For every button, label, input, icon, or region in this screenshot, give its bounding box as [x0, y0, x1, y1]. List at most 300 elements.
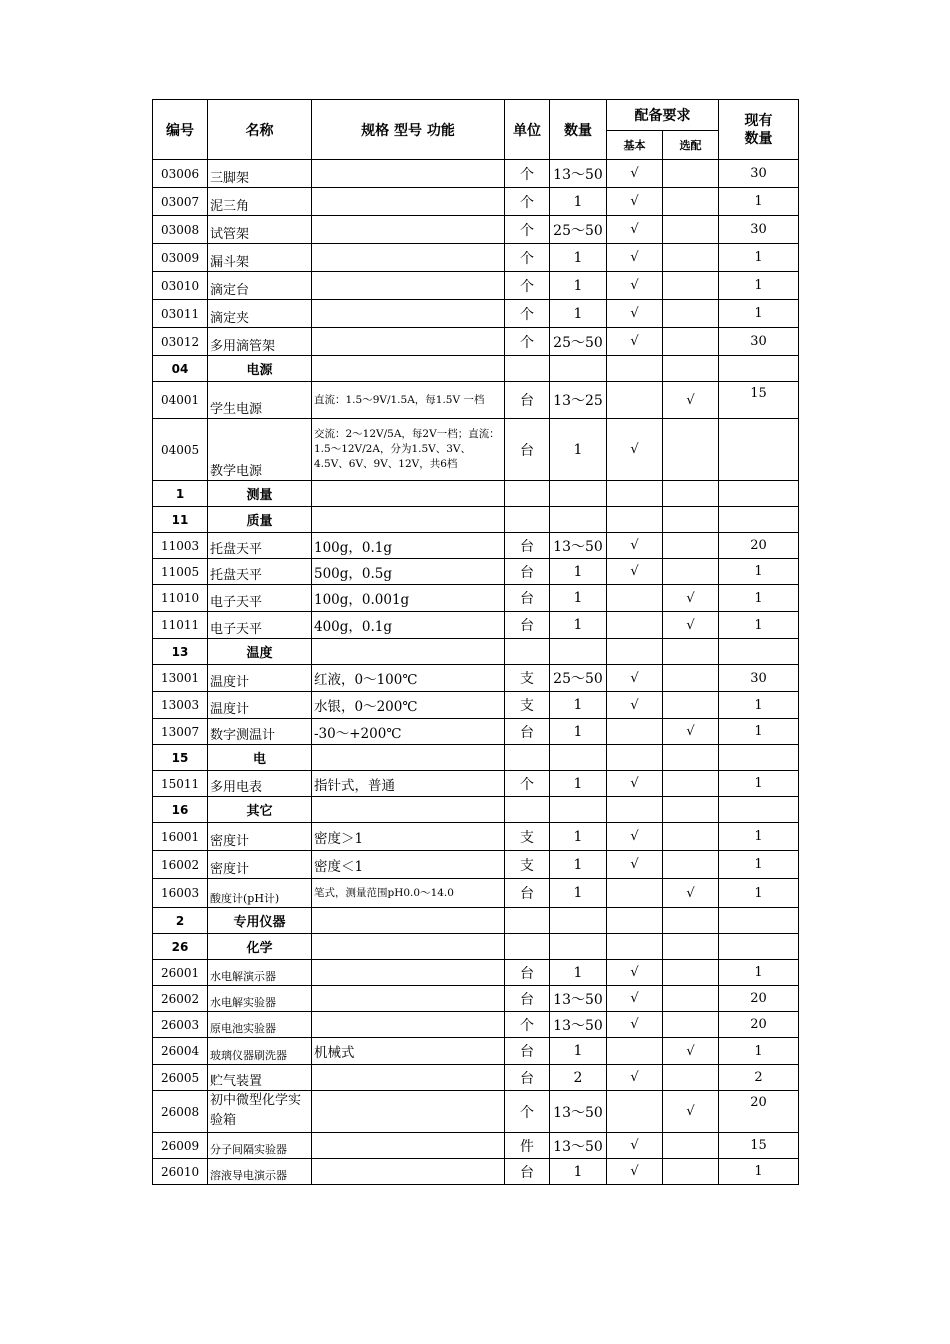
- item-code: 26005: [153, 1065, 208, 1091]
- item-qty: 1: [550, 771, 607, 797]
- item-code: 16002: [153, 851, 208, 879]
- item-unit: 台: [505, 1065, 550, 1091]
- table-row: [153, 1133, 799, 1159]
- table-row: [153, 612, 799, 639]
- header-spec: 规格 型号 功能: [312, 100, 505, 160]
- item-name: 溶液导电演示器: [208, 1159, 312, 1185]
- item-name: 原电池实验器: [208, 1012, 312, 1038]
- item-have: 20: [719, 986, 799, 1012]
- item-spec: [312, 328, 505, 356]
- empty-cell: [312, 934, 505, 960]
- header-basic: 基本: [607, 131, 663, 160]
- item-name: 试管架: [208, 216, 312, 244]
- empty-cell: [663, 481, 719, 507]
- item-spec: [312, 1065, 505, 1091]
- optional-check: [663, 851, 719, 879]
- header-qty: 数量: [550, 100, 607, 160]
- item-qty: 1: [550, 559, 607, 585]
- empty-cell: [312, 797, 505, 823]
- item-qty: 13～50: [550, 1091, 607, 1133]
- empty-cell: [663, 797, 719, 823]
- item-name: 教学电源: [208, 419, 312, 481]
- category-row: [153, 797, 799, 823]
- optional-check: √: [663, 612, 719, 639]
- item-unit: 台: [505, 559, 550, 585]
- empty-cell: [550, 481, 607, 507]
- item-have: 1: [719, 300, 799, 328]
- item-have: [719, 419, 799, 481]
- optional-check: [663, 328, 719, 356]
- table-row: [153, 216, 799, 244]
- optional-check: [663, 823, 719, 851]
- item-unit: 台: [505, 960, 550, 986]
- item-spec: [312, 1159, 505, 1185]
- optional-check: √: [663, 719, 719, 745]
- table-row: [153, 382, 799, 419]
- item-code: 11005: [153, 559, 208, 585]
- basic-check: √: [607, 692, 663, 719]
- category-name: 化学: [208, 934, 312, 960]
- table-row: [153, 559, 799, 585]
- item-spec: 100g，0.001g: [312, 585, 505, 612]
- item-name: 温度计: [208, 692, 312, 719]
- item-have: 1: [719, 585, 799, 612]
- empty-cell: [550, 745, 607, 771]
- item-spec: 密度＜1: [312, 851, 505, 879]
- category-code: 13: [153, 639, 208, 665]
- table-row: [153, 585, 799, 612]
- basic-check: √: [607, 1159, 663, 1185]
- item-name: 三脚架: [208, 160, 312, 188]
- optional-check: √: [663, 1091, 719, 1133]
- item-spec: 水银，0～200℃: [312, 692, 505, 719]
- optional-check: [663, 692, 719, 719]
- empty-cell: [663, 934, 719, 960]
- item-spec: 直流：1.5～9V/1.5A，每1.5V 一档: [312, 382, 505, 419]
- item-have: 1: [719, 272, 799, 300]
- item-qty: 1: [550, 585, 607, 612]
- item-have: 30: [719, 216, 799, 244]
- basic-check: √: [607, 216, 663, 244]
- item-spec: [312, 160, 505, 188]
- item-qty: 1: [550, 1159, 607, 1185]
- item-code: 26004: [153, 1038, 208, 1065]
- item-qty: 1: [550, 272, 607, 300]
- item-spec: 指针式，普通: [312, 771, 505, 797]
- table-row: [153, 1038, 799, 1065]
- item-unit: 台: [505, 1159, 550, 1185]
- item-name: 密度计: [208, 851, 312, 879]
- table-row: [153, 719, 799, 745]
- category-code: 04: [153, 356, 208, 382]
- item-unit: 支: [505, 665, 550, 692]
- basic-check: √: [607, 160, 663, 188]
- item-spec: -30～+200℃: [312, 719, 505, 745]
- item-have: 20: [719, 1012, 799, 1038]
- optional-check: [663, 272, 719, 300]
- item-spec: 机械式: [312, 1038, 505, 1065]
- item-qty: 25～50: [550, 328, 607, 356]
- item-name: 滴定台: [208, 272, 312, 300]
- optional-check: [663, 419, 719, 481]
- item-have: 15: [719, 1133, 799, 1159]
- item-qty: 2: [550, 1065, 607, 1091]
- optional-check: [663, 160, 719, 188]
- item-qty: 1: [550, 1038, 607, 1065]
- item-have: 2: [719, 1065, 799, 1091]
- basic-check: √: [607, 1065, 663, 1091]
- optional-check: √: [663, 879, 719, 908]
- empty-cell: [505, 356, 550, 382]
- item-spec: 100g，0.1g: [312, 533, 505, 559]
- item-name: 水电解演示器: [208, 960, 312, 986]
- header-have: 现有 数量: [719, 100, 799, 160]
- empty-cell: [312, 507, 505, 533]
- category-row: [153, 356, 799, 382]
- item-name: 泥三角: [208, 188, 312, 216]
- empty-cell: [663, 507, 719, 533]
- basic-check: √: [607, 559, 663, 585]
- empty-cell: [607, 934, 663, 960]
- item-name: 漏斗架: [208, 244, 312, 272]
- item-code: 26008: [153, 1091, 208, 1133]
- item-name: 托盘天平: [208, 533, 312, 559]
- item-code: 16003: [153, 879, 208, 908]
- category-name: 专用仪器: [208, 908, 312, 934]
- category-row: [153, 507, 799, 533]
- empty-cell: [312, 356, 505, 382]
- item-qty: 1: [550, 692, 607, 719]
- item-qty: 25～50: [550, 216, 607, 244]
- empty-cell: [607, 507, 663, 533]
- item-unit: 个: [505, 300, 550, 328]
- empty-cell: [719, 908, 799, 934]
- item-spec: 密度＞1: [312, 823, 505, 851]
- table-row: [153, 823, 799, 851]
- basic-check: [607, 382, 663, 419]
- optional-check: [663, 1012, 719, 1038]
- item-have: 1: [719, 960, 799, 986]
- item-have: 1: [719, 559, 799, 585]
- item-spec: [312, 300, 505, 328]
- basic-check: [607, 719, 663, 745]
- item-have: 20: [719, 533, 799, 559]
- item-name: 初中微型化学实验箱: [208, 1091, 312, 1133]
- optional-check: [663, 559, 719, 585]
- item-spec: [312, 986, 505, 1012]
- item-spec: [312, 1133, 505, 1159]
- item-spec: [312, 188, 505, 216]
- basic-check: [607, 1038, 663, 1065]
- item-unit: 台: [505, 719, 550, 745]
- empty-cell: [719, 356, 799, 382]
- item-qty: 1: [550, 188, 607, 216]
- item-qty: 13～50: [550, 160, 607, 188]
- item-have: 1: [719, 692, 799, 719]
- item-name: 多用滴管架: [208, 328, 312, 356]
- empty-cell: [505, 507, 550, 533]
- header-optional: 选配: [663, 131, 719, 160]
- empty-cell: [505, 934, 550, 960]
- item-spec: [312, 1012, 505, 1038]
- item-have: 15: [719, 382, 799, 419]
- empty-cell: [505, 639, 550, 665]
- item-spec: 400g，0.1g: [312, 612, 505, 639]
- item-have: 20: [719, 1091, 799, 1133]
- empty-cell: [663, 908, 719, 934]
- item-name: 酸度计(pH计): [208, 879, 312, 908]
- category-row: [153, 934, 799, 960]
- basic-check: √: [607, 986, 663, 1012]
- item-have: 1: [719, 719, 799, 745]
- item-code: 13001: [153, 665, 208, 692]
- item-unit: 个: [505, 244, 550, 272]
- item-code: 26009: [153, 1133, 208, 1159]
- optional-check: [663, 300, 719, 328]
- item-unit: 台: [505, 1038, 550, 1065]
- category-code: 2: [153, 908, 208, 934]
- table-row: [153, 960, 799, 986]
- item-have: 1: [719, 188, 799, 216]
- basic-check: √: [607, 328, 663, 356]
- basic-check: √: [607, 300, 663, 328]
- optional-check: [663, 986, 719, 1012]
- item-name: 数字测温计: [208, 719, 312, 745]
- item-code: 11010: [153, 585, 208, 612]
- empty-cell: [719, 745, 799, 771]
- item-qty: 1: [550, 419, 607, 481]
- item-unit: 台: [505, 986, 550, 1012]
- category-code: 16: [153, 797, 208, 823]
- item-code: 15011: [153, 771, 208, 797]
- empty-cell: [550, 507, 607, 533]
- empty-cell: [312, 481, 505, 507]
- table-row: [153, 188, 799, 216]
- item-spec: 笔式，测量范围pH0.0～14.0: [312, 879, 505, 908]
- item-have: 1: [719, 823, 799, 851]
- empty-cell: [505, 745, 550, 771]
- table-row: [153, 879, 799, 908]
- empty-cell: [607, 639, 663, 665]
- optional-check: [663, 960, 719, 986]
- empty-cell: [719, 639, 799, 665]
- table-row: [153, 533, 799, 559]
- empty-cell: [663, 745, 719, 771]
- empty-cell: [550, 797, 607, 823]
- item-unit: 个: [505, 328, 550, 356]
- item-qty: 1: [550, 851, 607, 879]
- category-name: 质量: [208, 507, 312, 533]
- item-qty: 25～50: [550, 665, 607, 692]
- table-row: [153, 328, 799, 356]
- item-qty: 1: [550, 300, 607, 328]
- basic-check: √: [607, 272, 663, 300]
- optional-check: √: [663, 585, 719, 612]
- item-code: 26002: [153, 986, 208, 1012]
- basic-check: √: [607, 419, 663, 481]
- equipment-table: [152, 99, 799, 1185]
- optional-check: [663, 216, 719, 244]
- basic-check: √: [607, 533, 663, 559]
- empty-cell: [505, 908, 550, 934]
- category-code: 11: [153, 507, 208, 533]
- empty-cell: [550, 356, 607, 382]
- item-unit: 支: [505, 692, 550, 719]
- table-row: [153, 1012, 799, 1038]
- item-code: 04005: [153, 419, 208, 481]
- item-code: 11011: [153, 612, 208, 639]
- table-body: [153, 160, 799, 1185]
- empty-cell: [550, 934, 607, 960]
- item-have: 1: [719, 1159, 799, 1185]
- empty-cell: [607, 356, 663, 382]
- table-row: [153, 160, 799, 188]
- item-code: 16001: [153, 823, 208, 851]
- item-have: 30: [719, 160, 799, 188]
- item-have: 1: [719, 771, 799, 797]
- item-unit: 个: [505, 1012, 550, 1038]
- item-qty: 1: [550, 612, 607, 639]
- item-spec: 500g，0.5g: [312, 559, 505, 585]
- item-unit: 台: [505, 879, 550, 908]
- item-qty: 1: [550, 879, 607, 908]
- table-row: [153, 300, 799, 328]
- category-row: [153, 481, 799, 507]
- item-name: 电子天平: [208, 612, 312, 639]
- category-name: 测量: [208, 481, 312, 507]
- item-unit: 个: [505, 272, 550, 300]
- item-code: 03008: [153, 216, 208, 244]
- item-unit: 个: [505, 216, 550, 244]
- table-row: [153, 244, 799, 272]
- item-name: 滴定夹: [208, 300, 312, 328]
- basic-check: √: [607, 771, 663, 797]
- item-spec: [312, 216, 505, 244]
- basic-check: √: [607, 1012, 663, 1038]
- basic-check: √: [607, 1133, 663, 1159]
- item-name: 贮气装置: [208, 1065, 312, 1091]
- item-name: 分子间隔实验器: [208, 1133, 312, 1159]
- item-unit: 台: [505, 382, 550, 419]
- basic-check: [607, 1091, 663, 1133]
- table-header: [153, 100, 799, 160]
- table-row: [153, 851, 799, 879]
- header-requirement: 配备要求: [607, 100, 719, 131]
- optional-check: [663, 665, 719, 692]
- optional-check: [663, 771, 719, 797]
- empty-cell: [607, 481, 663, 507]
- item-code: 03011: [153, 300, 208, 328]
- item-name: 托盘天平: [208, 559, 312, 585]
- table-row: [153, 1091, 799, 1133]
- basic-check: [607, 612, 663, 639]
- item-spec: [312, 272, 505, 300]
- item-have: 30: [719, 328, 799, 356]
- category-name: 其它: [208, 797, 312, 823]
- item-unit: 支: [505, 823, 550, 851]
- item-code: 03009: [153, 244, 208, 272]
- header-name: 名称: [208, 100, 312, 160]
- optional-check: [663, 188, 719, 216]
- item-code: 03012: [153, 328, 208, 356]
- optional-check: [663, 1133, 719, 1159]
- basic-check: [607, 585, 663, 612]
- item-spec: 红液，0～100℃: [312, 665, 505, 692]
- empty-cell: [505, 481, 550, 507]
- table-row: [153, 692, 799, 719]
- item-qty: 1: [550, 244, 607, 272]
- empty-cell: [719, 797, 799, 823]
- category-name: 温度: [208, 639, 312, 665]
- item-code: 04001: [153, 382, 208, 419]
- item-unit: 个: [505, 1091, 550, 1133]
- item-qty: 13～50: [550, 1012, 607, 1038]
- category-row: [153, 639, 799, 665]
- optional-check: [663, 533, 719, 559]
- item-unit: 台: [505, 533, 550, 559]
- item-unit: 个: [505, 188, 550, 216]
- empty-cell: [550, 639, 607, 665]
- optional-check: [663, 1159, 719, 1185]
- table-row: [153, 272, 799, 300]
- empty-cell: [312, 745, 505, 771]
- basic-check: [607, 879, 663, 908]
- item-have: 30: [719, 665, 799, 692]
- empty-cell: [607, 797, 663, 823]
- item-qty: 13～50: [550, 533, 607, 559]
- empty-cell: [312, 639, 505, 665]
- item-code: 13007: [153, 719, 208, 745]
- category-row: [153, 908, 799, 934]
- empty-cell: [719, 481, 799, 507]
- item-name: 学生电源: [208, 382, 312, 419]
- basic-check: √: [607, 188, 663, 216]
- category-row: [153, 745, 799, 771]
- item-unit: 支: [505, 851, 550, 879]
- basic-check: √: [607, 823, 663, 851]
- table-row: [153, 665, 799, 692]
- optional-check: [663, 1065, 719, 1091]
- item-code: 03006: [153, 160, 208, 188]
- item-unit: 台: [505, 612, 550, 639]
- optional-check: [663, 244, 719, 272]
- item-code: 13003: [153, 692, 208, 719]
- empty-cell: [719, 507, 799, 533]
- empty-cell: [607, 745, 663, 771]
- category-name: 电源: [208, 356, 312, 382]
- table-row: [153, 1159, 799, 1185]
- item-have: 1: [719, 612, 799, 639]
- table-row: [153, 771, 799, 797]
- item-have: 1: [719, 244, 799, 272]
- table-row: [153, 986, 799, 1012]
- item-unit: 台: [505, 585, 550, 612]
- item-qty: 1: [550, 960, 607, 986]
- empty-cell: [663, 356, 719, 382]
- table-row: [153, 1065, 799, 1091]
- item-code: 11003: [153, 533, 208, 559]
- optional-check: √: [663, 1038, 719, 1065]
- basic-check: √: [607, 244, 663, 272]
- empty-cell: [550, 908, 607, 934]
- empty-cell: [312, 908, 505, 934]
- optional-check: √: [663, 382, 719, 419]
- item-qty: 13～50: [550, 986, 607, 1012]
- category-code: 1: [153, 481, 208, 507]
- item-code: 26010: [153, 1159, 208, 1185]
- item-spec: [312, 960, 505, 986]
- item-name: 玻璃仪器刷洗器: [208, 1038, 312, 1065]
